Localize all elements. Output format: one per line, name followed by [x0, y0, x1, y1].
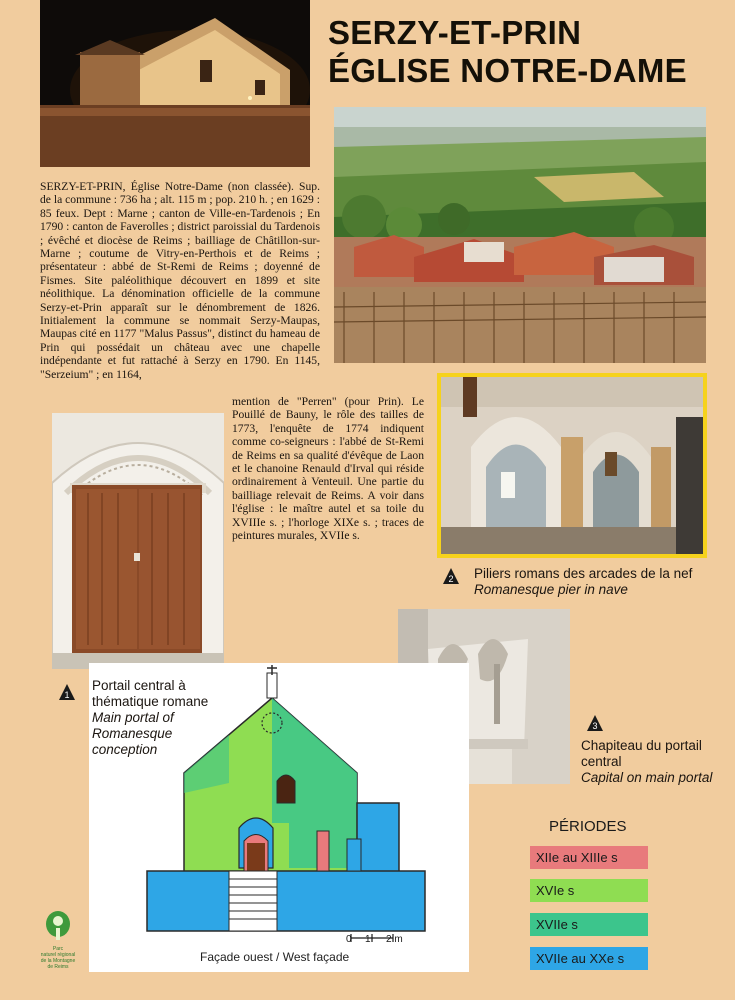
- plan-caption-text: Façade ouest / West façade: [200, 950, 350, 964]
- caption-2-en: Romanesque pier in nave: [474, 582, 628, 597]
- caption-1-en: Main portal of Romanesque conception: [92, 710, 174, 757]
- caption-3: [581, 738, 731, 786]
- marker-1-number: 1: [64, 690, 70, 700]
- number-marker-3: [586, 714, 604, 732]
- legend-label-4: XVIIe au XXe s: [536, 951, 625, 966]
- scale-label-0: 0: [346, 934, 352, 945]
- number-marker-2: [442, 567, 460, 585]
- scale-label-1: 1: [365, 934, 371, 945]
- legend-item-xvii-xx: [530, 947, 648, 970]
- history-text-part-2: mention de "Perren" (pour Prin). Le Pouillé de Bauny, le rôle des tailles de 1773, l'enquête de 1774 indiquent comme co-seigneurs : l'abbé de St-Remi de Reims en sa qualité d'évêque de Laon et le chanoine Renauld d'Irval qui réside ordinairement à Venteuil. Une partie du bailliage relevait de Reims. A voir dans l'église : le maître autel et sa toile du XVIIIe s. ; l'horloge XIXe s. ; traces de peintures murales, XVIIe s.: [232, 395, 424, 543]
- legend-item-xvii: [530, 913, 648, 936]
- logo-line-2: naturel régional: [40, 952, 76, 958]
- legend-label-1: XIIe au XIIIe s: [536, 850, 618, 865]
- legend-label-3: XVIIe s: [536, 917, 578, 932]
- plan-caption: [200, 950, 349, 964]
- legend-title: PÉRIODES: [549, 818, 627, 835]
- marker-2-number: 2: [448, 574, 454, 584]
- page-title: [328, 14, 728, 90]
- scale-label-2: 2 m: [386, 934, 403, 945]
- church-night-photo: [40, 0, 310, 167]
- tree-icon: [45, 910, 71, 944]
- marker-3-number: 3: [592, 721, 598, 731]
- legend-item-xvi: [530, 879, 648, 902]
- number-marker-1: [58, 683, 76, 701]
- legend-label-2: XVIe s: [536, 883, 575, 898]
- history-text-part-1: SERZY-ET-PRIN, Église Notre-Dame (non classée). Sup. de la commune : 736 ha ; alt. 115 m ; pop. 210 h. ; en 1629 : 85 feux. Dept : Marne ; canton de Ville-en-Tardenois ; En 1790 : canton de Faverolles ; district paroissial du Tardenois ; évêché et diocèse de Reims ; bailliage de Châtillon-sur-Marne ; coutume de Vitry-en-Perthois et de Reims ; présentateur : abbé de St-Remi de Reims ; doyenné de Fismes. Site paléolithique découvert en 1899 et site néolithique. La dénomination officielle de la commune Serzy-et-Prin apparaît sur le dénombrement de 1826. Initialement la commune se nommait Serzy-Maupas, Maupas cité en 1177 "Malus Passus", distinct du hameau de Prin qui possédait un château avec une chapelle indépendante et fut rattaché à Serzy en 1790. En 1145, "Serzeium" ; en 1164,: [40, 180, 320, 381]
- village-landscape-photo: [334, 107, 706, 363]
- caption-1-fr: Portail central à thématique romane: [92, 678, 209, 709]
- legend-item-xii-xiii: [530, 846, 648, 869]
- caption-1: [92, 678, 232, 758]
- caption-2: [474, 566, 734, 598]
- logo-line-3: de la Montagne de Reims: [40, 958, 76, 970]
- caption-3-en: Capital on main portal: [581, 770, 713, 785]
- nave-interior-photo: [437, 373, 707, 558]
- park-logo: [40, 910, 76, 970]
- title-line-1: SERZY-ET-PRIN: [328, 14, 582, 51]
- logo-line-1: Parc: [52, 946, 64, 952]
- caption-2-fr: Piliers romans des arcades de la nef: [474, 566, 693, 581]
- portal-photo: [52, 413, 224, 669]
- title-line-2: ÉGLISE NOTRE-DAME: [328, 52, 687, 89]
- caption-3-fr: Chapiteau du portail central: [581, 738, 702, 769]
